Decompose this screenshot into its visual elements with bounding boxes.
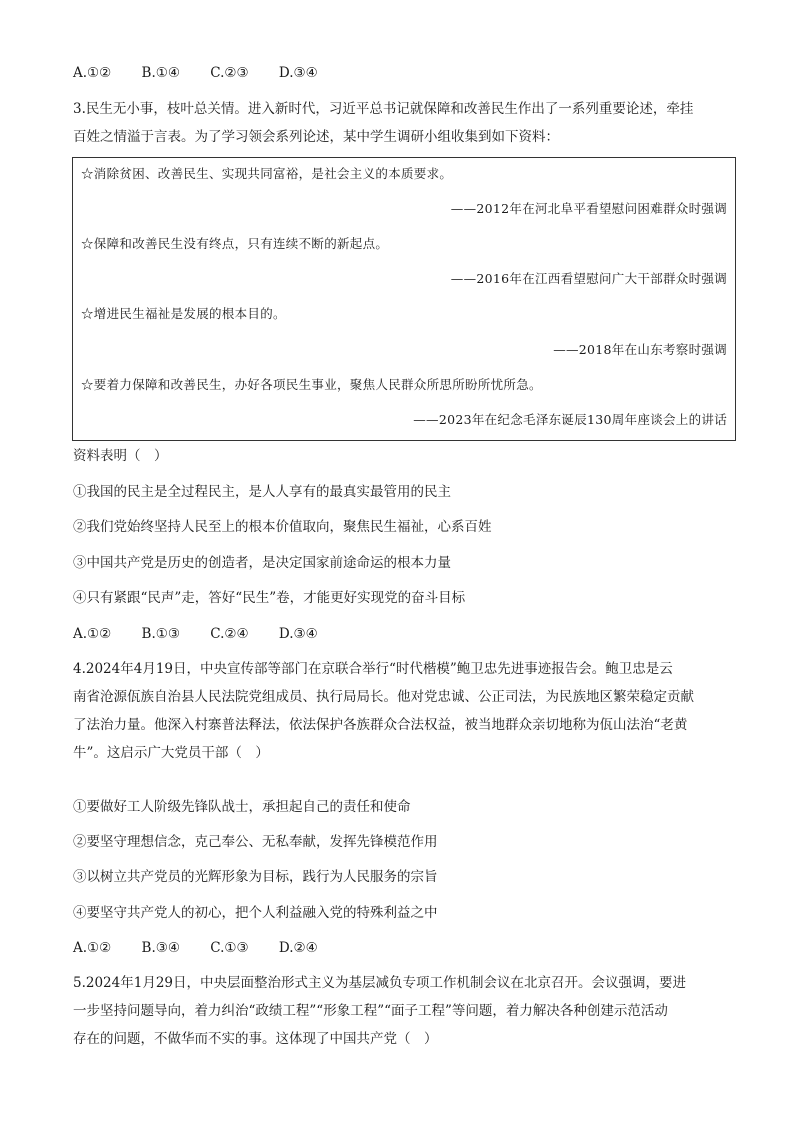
q4-stem-line: 牛”。这启示广大党员干部（ ） — [73, 745, 269, 761]
q4-option-c[interactable]: C.①③ — [210, 940, 249, 956]
q2-option-d[interactable]: D.③④ — [278, 65, 318, 81]
quote-2-text: ☆保障和改善民生没有终点，只有连续不断的新起点。 — [81, 236, 389, 251]
quote-4-text: ☆要着力保障和改善民生，办好各项民生事业，聚焦人民群众所思所盼所忧所急。 — [81, 377, 542, 392]
q3-stem-line: 百姓之情溢于言表。为了学习领会系列论述，某中学生调研小组收集到如下资料： — [73, 129, 559, 145]
q3-option-a[interactable]: A.①② — [73, 626, 112, 642]
q3-option-b[interactable]: B.①③ — [141, 626, 180, 642]
q4-choice-3[interactable]: ③以树立共产党员的光辉形象为目标，践行为人民服务的宗旨 — [73, 869, 438, 885]
q4-option-a[interactable]: A.①② — [73, 940, 112, 956]
q4-choice-2[interactable]: ②要坚守理想信念，克己奉公、无私奉献，发挥先锋模范作用 — [73, 834, 438, 850]
q3-question: 资料表明（ ） — [73, 448, 168, 464]
q4-choice-4[interactable]: ④要坚守共产党人的初心，把个人利益融入党的特殊利益之中 — [73, 905, 438, 921]
q3-option-d[interactable]: D.③④ — [278, 626, 318, 642]
q2-options — [73, 63, 344, 83]
quote-1-source: ——2012年在河北阜平看望慰问困难群众时强调 — [450, 201, 727, 216]
quote-3-source: ——2018年在山东考察时强调 — [553, 342, 727, 357]
q4-stem — [73, 655, 723, 767]
q5-stem-line: 存在的问题，不做华而不实的事。这体现了中国共产党（ ） — [73, 1031, 438, 1047]
q5-stem-line: 5.2024年1月29日，中央层面整治形式主义为基层减负专项工作机制会议在北京召开。会议强调，要进 — [73, 975, 687, 991]
q4-stem-line: 南省沧源佤族自治县人民法院党组成员、执行局局长。他对党忠诚、公正司法，为民族地区繁荣稳定贡献 — [73, 689, 694, 705]
q2-option-a[interactable]: A.①② — [73, 65, 112, 81]
q3-options — [73, 624, 344, 644]
q5-stem-line: 一步坚持问题导向，着力纠治“政绩工程”“形象工程”“面子工程”等问题，着力解决各种创建示范活动 — [73, 1003, 668, 1019]
q3-choice-4[interactable]: ④只有紧跟“民声”走，答好“民生”卷，才能更好实现党的奋斗目标 — [73, 590, 466, 606]
q3-choice-2[interactable]: ②我们党始终坚持人民至上的根本价值取向，聚焦民生福祉，心系百姓 — [73, 519, 492, 535]
q3-quote-box — [72, 157, 736, 441]
q3-stem — [73, 95, 723, 151]
quote-4-source: ——2023年在纪念毛泽东诞辰130周年座谈会上的讲话 — [413, 412, 727, 427]
q3-option-c[interactable]: C.②④ — [210, 626, 249, 642]
q4-options — [73, 938, 344, 958]
q4-stem-line: 了法治力量。他深入村寨普法释法，依法保护各族群众合法权益，被当地群众亲切地称为佤山法治“老黄 — [73, 717, 688, 733]
q2-option-c[interactable]: C.②③ — [210, 65, 249, 81]
q4-option-d[interactable]: D.②④ — [278, 940, 318, 956]
q3-choice-3[interactable]: ③中国共产党是历史的创造者，是决定国家前途命运的根本力量 — [73, 555, 451, 571]
q4-option-b[interactable]: B.③④ — [141, 940, 180, 956]
q5-stem — [73, 969, 723, 1053]
quote-1-text: ☆消除贫困、改善民生、实现共同富裕，是社会主义的本质要求。 — [81, 166, 453, 181]
quote-2-source: ——2016年在江西看望慰问广大干部群众时强调 — [450, 271, 727, 286]
q4-stem-line: 4.2024年4月19日，中央宣传部等部门在京联合举行“时代楷模”鲍卫忠先进事迹报告会。鲍卫忠是云 — [73, 661, 673, 677]
q4-choice-1[interactable]: ①要做好工人阶级先锋队战士，承担起自己的责任和使命 — [73, 799, 411, 815]
q3-stem-line: 3.民生无小事，枝叶总关情。进入新时代，习近平总书记就保障和改善民生作出了一系列重要论述，牵挂 — [73, 101, 694, 117]
q2-option-b[interactable]: B.①④ — [141, 65, 180, 81]
quote-3-text: ☆增进民生福祉是发展的根本目的。 — [81, 306, 286, 321]
q3-choice-1[interactable]: ①我国的民主是全过程民主，是人人享有的最真实最管用的民主 — [73, 484, 451, 500]
